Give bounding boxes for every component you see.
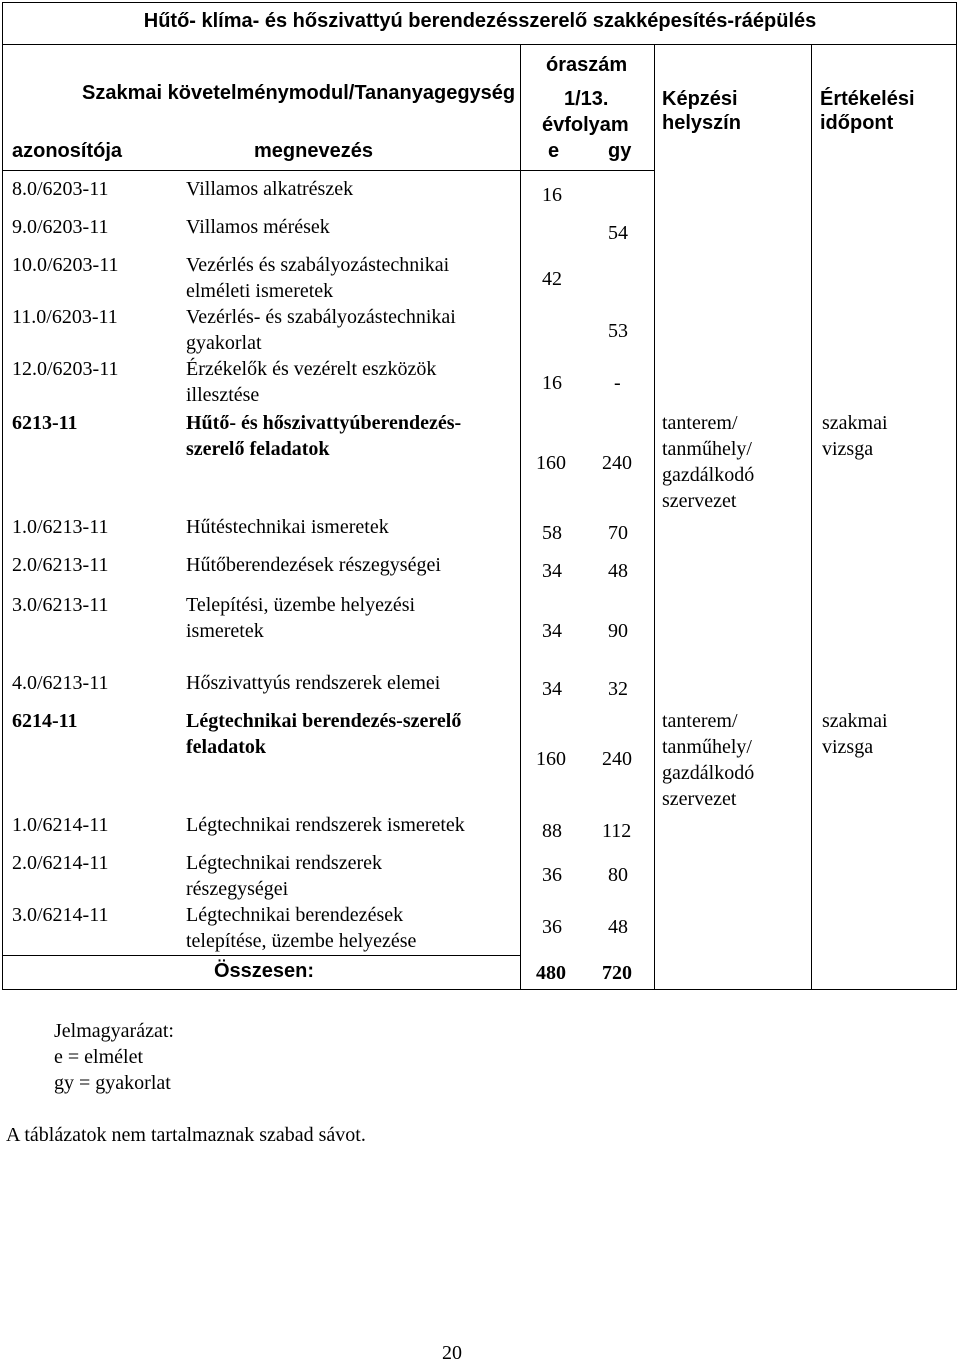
row-id: 3.0/6213-11	[12, 594, 109, 616]
row-e: 88	[542, 820, 562, 842]
evaluation-line: vizsga	[822, 438, 874, 460]
page-title: Hűtő- klíma- és hőszivattyú berendezésszerelő szakképesítés-ráépülés	[143, 10, 817, 32]
total-gy: 720	[602, 962, 632, 984]
total-divider	[2, 955, 520, 956]
row-name: Hőszivattyús rendszerek elemei	[186, 672, 441, 694]
header-evfolyam-1: 1/13.	[564, 88, 609, 110]
row-name: Villamos alkatrészek	[186, 178, 354, 200]
row-id: 3.0/6214-11	[12, 904, 109, 926]
location-line: tanműhely/	[662, 736, 752, 758]
row-id: 11.0/6203-11	[12, 306, 118, 328]
location-line: tanterem/	[662, 710, 738, 732]
row-gy: 90	[608, 620, 628, 642]
row-e: 36	[542, 864, 562, 886]
module-name: szerelő feladatok	[186, 438, 330, 460]
row-gy: 70	[608, 522, 628, 544]
row-id: 10.0/6203-11	[12, 254, 119, 276]
row-name: Légtechnikai rendszerek	[186, 852, 383, 874]
module-name: feladatok	[186, 736, 266, 758]
location-line: szervezet	[662, 788, 737, 810]
header-gy: gy	[608, 140, 632, 162]
col-divider-evaluation	[811, 44, 812, 990]
header-name: megnevezés	[254, 140, 373, 162]
row-e: 58	[542, 522, 562, 544]
row-gy: 48	[608, 560, 628, 582]
col-divider-location	[654, 44, 655, 990]
row-gy: -	[614, 372, 621, 394]
row-name: Légtechnikai rendszerek ismeretek	[186, 814, 465, 836]
row-gy: 80	[608, 864, 628, 886]
location-line: gazdálkodó	[662, 762, 755, 784]
row-gy: 53	[608, 320, 628, 342]
curriculum-table	[2, 2, 957, 990]
row-e: 34	[542, 678, 562, 700]
row-id: 12.0/6203-11	[12, 358, 119, 380]
row-id: 2.0/6214-11	[12, 852, 109, 874]
header-ertekeles-1: Értékelési	[820, 88, 915, 110]
row-gy: 32	[608, 678, 628, 700]
row-name: illesztése	[186, 384, 260, 406]
row-name: Hűtéstechnikai ismeretek	[186, 516, 389, 538]
row-e: 42	[542, 268, 562, 290]
row-gy: 54	[608, 222, 628, 244]
module-name: Légtechnikai berendezés-szerelő	[186, 710, 462, 732]
row-name: elméleti ismeretek	[186, 280, 334, 302]
legend-e: e = elmélet	[54, 1046, 144, 1068]
row-name: Hűtőberendezések részegységei	[186, 554, 441, 576]
row-name: Villamos mérések	[186, 216, 330, 238]
title-divider	[2, 44, 957, 45]
row-id: 1.0/6214-11	[12, 814, 109, 836]
header-divider	[2, 170, 654, 171]
row-name: ismeretek	[186, 620, 264, 642]
module-e: 160	[536, 452, 566, 474]
col-divider-hours	[520, 44, 521, 990]
page-number: 20	[442, 1342, 462, 1364]
header-id: azonosítója	[12, 140, 123, 162]
module-e: 160	[536, 748, 566, 770]
row-name: Légtechnikai berendezések	[186, 904, 404, 926]
row-id: 1.0/6213-11	[12, 516, 109, 538]
header-oraszam: óraszám	[546, 54, 628, 76]
module-gy: 240	[602, 452, 632, 474]
row-name: Vezérlés- és szabályozástechnikai	[186, 306, 456, 328]
note-text: A táblázatok nem tartalmaznak szabad sávot.	[6, 1124, 366, 1146]
header-modul: Szakmai követelménymodul/Tananyagegység	[82, 82, 516, 104]
evaluation-line: szakmai	[822, 412, 888, 434]
row-name: telepítése, üzembe helyezése	[186, 930, 417, 952]
row-e: 34	[542, 560, 562, 582]
location-line: tanterem/	[662, 412, 738, 434]
legend-title: Jelmagyarázat:	[54, 1020, 174, 1042]
location-line: tanműhely/	[662, 438, 752, 460]
header-ertekeles-2: időpont	[820, 112, 894, 134]
row-id: 9.0/6203-11	[12, 216, 109, 238]
module-gy: 240	[602, 748, 632, 770]
module-id: 6214-11	[12, 710, 78, 732]
header-helyszin-2: helyszín	[662, 112, 741, 134]
evaluation-line: szakmai	[822, 710, 888, 732]
row-id: 8.0/6203-11	[12, 178, 109, 200]
row-e: 36	[542, 916, 562, 938]
row-name: Telepítési, üzembe helyezési	[186, 594, 416, 616]
row-gy: 48	[608, 916, 628, 938]
total-e: 480	[536, 962, 566, 984]
header-helyszin-1: Képzési	[662, 88, 738, 110]
row-name: részegységei	[186, 878, 289, 900]
legend-gy: gy = gyakorlat	[54, 1072, 171, 1094]
row-name: gyakorlat	[186, 332, 262, 354]
module-id: 6213-11	[12, 412, 78, 434]
row-e: 16	[542, 184, 562, 206]
row-e: 34	[542, 620, 562, 642]
module-name: Hűtő- és hőszivattyúberendezés-	[186, 412, 462, 434]
location-line: szervezet	[662, 490, 737, 512]
row-e: 16	[542, 372, 562, 394]
header-evfolyam-2: évfolyam	[542, 114, 629, 136]
row-gy: 112	[602, 820, 632, 842]
total-label: Összesen:	[214, 960, 315, 982]
header-e: e	[548, 140, 560, 162]
location-line: gazdálkodó	[662, 464, 755, 486]
row-id: 2.0/6213-11	[12, 554, 109, 576]
row-id: 4.0/6213-11	[12, 672, 109, 694]
row-name: Vezérlés és szabályozástechnikai	[186, 254, 450, 276]
row-name: Érzékelők és vezérelt eszközök	[186, 358, 437, 380]
evaluation-line: vizsga	[822, 736, 874, 758]
